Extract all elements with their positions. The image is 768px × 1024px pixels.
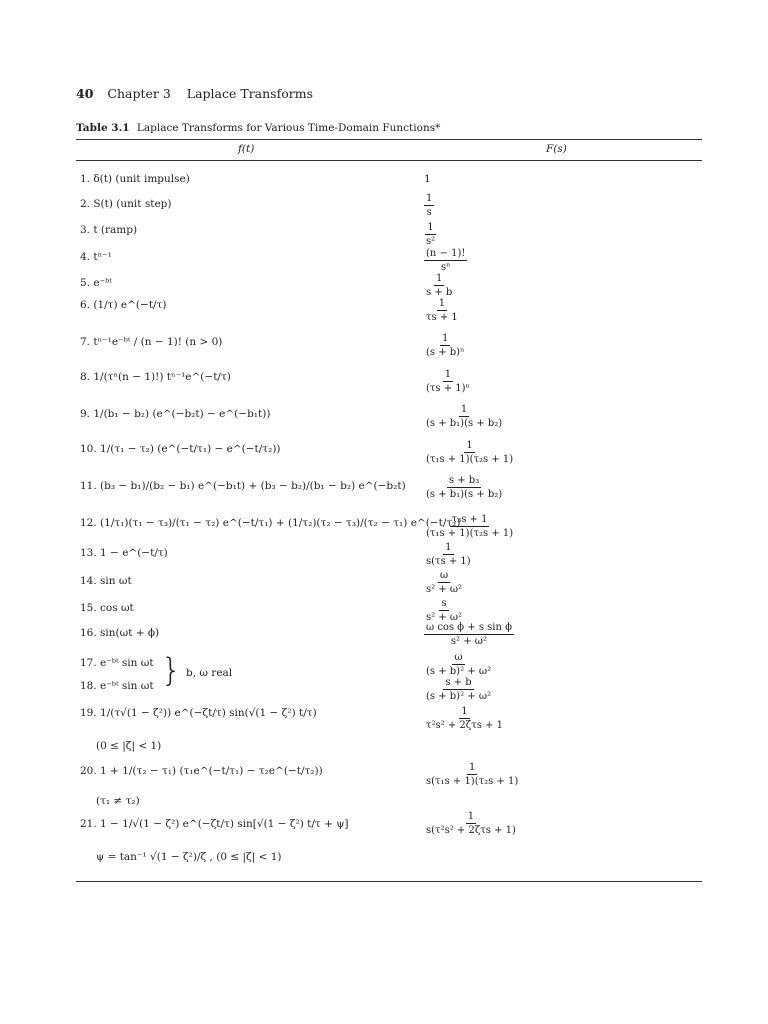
laplace-denominator: sⁿ bbox=[440, 262, 451, 273]
time-function-10: 10. 1/(τ₁ − τ₂) (e^(−t/τ₁) − e^(−t/τ₂)) bbox=[80, 443, 281, 455]
time-function-16: 16. sin(ωt + ϕ) bbox=[80, 627, 160, 639]
laplace-denominator: s bbox=[426, 207, 432, 218]
laplace-denominator: τ²s² + 2ζτs + 1 bbox=[426, 720, 503, 731]
time-function-9: 9. 1/(b₁ − b₂) (e^(−b₂t) − e^(−b₁t)) bbox=[80, 408, 271, 420]
laplace-transform-15 bbox=[424, 598, 464, 623]
laplace-denominator: (s + b₁)(s + b₂) bbox=[426, 489, 503, 500]
laplace-numerator: s + b bbox=[445, 677, 472, 688]
table-header-rule bbox=[76, 160, 702, 161]
laplace-numerator: 1 bbox=[467, 811, 475, 822]
time-function-20: (0 ≤ |ζ| < 1) bbox=[96, 740, 162, 752]
laplace-denominator: (s + b₁)(s + b₂) bbox=[426, 418, 503, 429]
laplace-denominator: s² + ω² bbox=[426, 612, 463, 623]
laplace-denominator: s + b bbox=[426, 287, 453, 298]
laplace-numerator: τ₃s + 1 bbox=[451, 514, 488, 525]
time-function-12: 12. (1/τ₁)(τ₁ − τ₃)/(τ₁ − τ₂) e^(−t/τ₁) + (1/τ₂)(τ₂ − τ₃)/(τ₂ − τ₁) e^(−t/τ₂) bbox=[80, 517, 461, 529]
laplace-numerator: s + b₃ bbox=[448, 475, 480, 486]
table-label: Table 3.1 bbox=[76, 122, 130, 134]
laplace-transform-7 bbox=[424, 333, 466, 358]
laplace-transform-12 bbox=[424, 514, 515, 539]
laplace-denominator: (τs + 1)ⁿ bbox=[426, 383, 470, 394]
laplace-transform-21 bbox=[424, 762, 520, 787]
time-function-22: (τ₁ ≠ τ₂) bbox=[96, 795, 140, 807]
table-title: Laplace Transforms for Various Time-Domain Functions* bbox=[136, 122, 441, 134]
laplace-denominator: (s + b)² + ω² bbox=[426, 691, 491, 702]
laplace-transform-16 bbox=[424, 622, 514, 647]
laplace-transform-23 bbox=[424, 811, 518, 836]
laplace-denominator: s(τ²s² + 2ζτs + 1) bbox=[426, 825, 516, 836]
laplace-transform-10 bbox=[424, 440, 515, 465]
time-function-3: 3. t (ramp) bbox=[80, 224, 138, 236]
laplace-numerator: 1 bbox=[466, 440, 473, 451]
time-function-14: 14. sin ωt bbox=[80, 575, 132, 587]
time-function-8: 8. 1/(τⁿ(n − 1)!) tⁿ⁻¹e^(−t/τ) bbox=[80, 371, 231, 383]
laplace-numerator: (n − 1)! bbox=[426, 248, 466, 259]
laplace-numerator: s bbox=[441, 598, 447, 609]
laplace-numerator: ω bbox=[454, 652, 463, 663]
table-bottom-rule bbox=[76, 881, 702, 882]
brace-note: b, ω real bbox=[186, 667, 233, 679]
time-function-24: ψ = tan⁻¹ √(1 − ζ²)/ζ , (0 ≤ |ζ| < 1) bbox=[96, 851, 282, 863]
laplace-numerator: 1 bbox=[435, 273, 443, 284]
time-function-6: 6. (1/τ) e^(−t/τ) bbox=[80, 299, 167, 311]
laplace-numerator: 1 bbox=[468, 762, 476, 773]
laplace-transform-13 bbox=[424, 542, 473, 567]
time-function-13: 13. 1 − e^(−t/τ) bbox=[80, 547, 168, 559]
time-function-18: 18. e⁻ᵇᵗ sin ωt bbox=[80, 680, 154, 692]
laplace-numerator: ω bbox=[439, 570, 449, 581]
laplace-denominator: (s + b)ⁿ bbox=[426, 347, 465, 358]
laplace-transform-2 bbox=[424, 193, 434, 218]
time-function-7: 7. tⁿ⁻¹e⁻ᵇᵗ / (n − 1)! (n > 0) bbox=[80, 336, 223, 348]
laplace-transform-6 bbox=[424, 298, 460, 323]
laplace-numerator: 1 bbox=[461, 706, 468, 717]
laplace-numerator: 1 bbox=[460, 404, 468, 415]
laplace-numerator: 1 bbox=[445, 542, 452, 553]
laplace-numerator: 1 bbox=[442, 333, 449, 344]
time-function-15: 15. cos ωt bbox=[80, 602, 134, 614]
time-function-4: 4. tⁿ⁻¹ bbox=[80, 251, 112, 263]
laplace-transform-8 bbox=[424, 369, 472, 394]
laplace-transform-17 bbox=[424, 652, 493, 677]
chapter-label: Chapter 3 bbox=[107, 86, 171, 101]
column-header-laplace: F(s) bbox=[546, 143, 567, 155]
laplace-transform-1: 1 bbox=[424, 173, 431, 185]
laplace-denominator: (τ₁s + 1)(τ₂s + 1) bbox=[426, 528, 514, 539]
page-number: 40 bbox=[76, 86, 94, 101]
laplace-denominator: s(τ₁s + 1)(τ₂s + 1) bbox=[426, 776, 519, 787]
time-function-5: 5. e⁻ᵇᵗ bbox=[80, 277, 112, 289]
laplace-numerator: 1 bbox=[438, 298, 446, 309]
laplace-transform-5 bbox=[424, 273, 454, 298]
laplace-denominator: s(τs + 1) bbox=[426, 556, 471, 567]
laplace-denominator: s² bbox=[426, 236, 436, 247]
laplace-numerator: 1 bbox=[427, 222, 434, 233]
laplace-transform-18 bbox=[424, 677, 493, 702]
running-head bbox=[76, 86, 313, 101]
table-caption bbox=[76, 122, 440, 134]
time-function-1: 1. δ(t) (unit impulse) bbox=[80, 173, 190, 185]
time-function-11: 11. (b₃ − b₁)/(b₂ − b₁) e^(−b₁t) + (b₃ − b₂)/(b₁ − b₂) e^(−b₂t) bbox=[80, 480, 406, 492]
laplace-denominator: (s + b)² + ω² bbox=[426, 666, 491, 677]
laplace-transform-4 bbox=[424, 248, 467, 273]
time-function-21: 20. 1 + 1/(τ₂ − τ₁) (τ₁e^(−t/τ₁) − τ₂e^(−t/τ₂)) bbox=[80, 765, 323, 777]
chapter-title: Laplace Transforms bbox=[186, 86, 313, 101]
laplace-numerator: ω cos ϕ + s sin ϕ bbox=[426, 622, 512, 633]
laplace-transform-9 bbox=[424, 404, 504, 429]
laplace-transform-11 bbox=[424, 475, 504, 500]
time-function-19: 19. 1/(τ√(1 − ζ²)) e^(−ζt/τ) sin(√(1 − ζ²) t/τ) bbox=[80, 707, 317, 719]
laplace-denominator: s² + ω² bbox=[426, 584, 463, 595]
laplace-transform-19 bbox=[424, 706, 505, 731]
column-header-time-domain: f(t) bbox=[238, 143, 255, 155]
laplace-denominator: s² + ω² bbox=[450, 636, 487, 647]
time-function-17: 17. e⁻ᵇᵗ sin ωt bbox=[80, 657, 154, 669]
laplace-denominator: τs + 1 bbox=[426, 312, 458, 323]
time-function-23: 21. 1 − 1/√(1 − ζ²) e^(−ζt/τ) sin[√(1 − ζ²) t/τ + ψ] bbox=[80, 818, 349, 830]
laplace-numerator: 1 bbox=[426, 193, 433, 204]
laplace-transform-3 bbox=[424, 222, 437, 247]
table-top-rule bbox=[76, 139, 702, 140]
time-function-2: 2. S(t) (unit step) bbox=[80, 198, 172, 210]
laplace-transform-14 bbox=[424, 570, 464, 595]
laplace-numerator: 1 bbox=[444, 369, 452, 380]
right-brace: } bbox=[161, 651, 182, 689]
laplace-denominator: (τ₁s + 1)(τ₂s + 1) bbox=[426, 454, 514, 465]
